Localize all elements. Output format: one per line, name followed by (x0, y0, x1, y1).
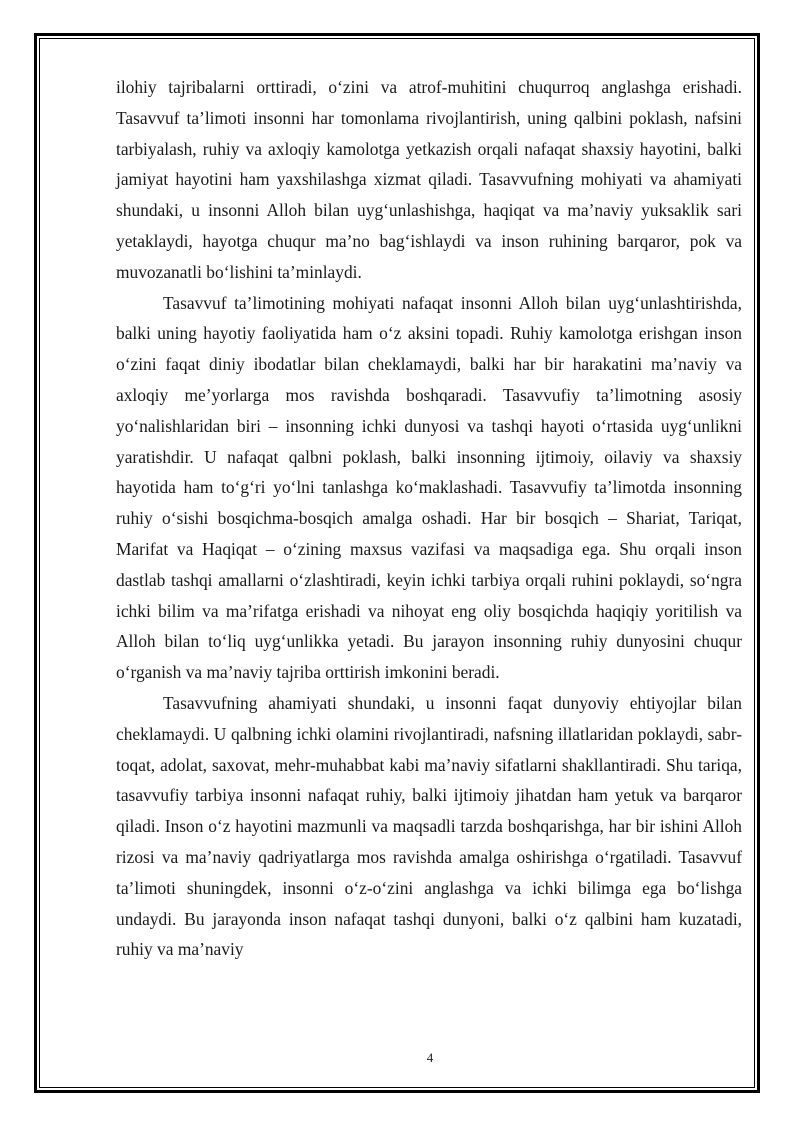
paragraph-2: Tasavvuf ta’limotining mohiyati nafaqat insonni Alloh bilan uyg‘unlashtirishda, balki uning hayotiy faoliyatida ham o‘z aksini topadi. Ruhiy kamolotga erishgan inson o‘zini faqat diniy ibodatlar bilan cheklamaydi, balki har bir harakatini ma’naviy va axloqiy me’yorlarga mos ravishda boshqaradi. Tasavvufiy ta’limotning asosiy yo‘nalishlaridan biri – insonning ichki dunyosi va tashqi hayoti o‘rtasida uyg‘unlikni yaratishdir. U nafaqat qalbni poklash, balki insonning ijtimoiy, oilaviy va shaxsiy hayotida ham to‘g‘ri yo‘lni tanlashga ko‘maklashadi. Tasavvufiy ta’limotda insonning ruhiy o‘sishi bosqichma-bosqich amalga oshadi. Har bir bosqich – Shariat, Tariqat, Marifat va Haqiqat – o‘zining maxsus vazifasi va maqsadiga ega. Shu orqali inson dastlab tashqi amallarni o‘zlashtiradi, keyin ichki tarbiya orqali ruhini poklaydi, so‘ngra ichki bilim va ma’rifatga erishadi va nihoyat eng oliy bosqichda haqiqiy yoritilish va Alloh bilan to‘liq uyg‘unlikka yetadi. Bu jarayon insonning ruhiy dunyosini chuqur o‘rganish va ma’naviy tajriba orttirish imkonini beradi. (116, 292, 742, 683)
page-number: 4 (426, 1050, 434, 1065)
paragraph-1: ilohiy tajribalarni orttiradi, o‘zini va atrof-muhitini chuqurroq anglashga erishadi. Tasavvuf ta’limoti insonni har tomonlama rivojlantirish, uning qalbini poklash, nafsini tarbiyalash, ruhiy va axloqiy kamolotga yetkazish orqali nafaqat shaxsiy hayotini, balki jamiyat hayotini ham yaxshilashga xizmat qiladi. Tasavvufning mohiyati va ahamiyati shundaki, u insonni Alloh bilan uyg‘unlashishga, haqiqat va ma’naviy yuksaklik sari yetaklaydi, hayotga chuqur ma’no bag‘ishlaydi va inson ruhining barqaror, pok va muvozanatli bo‘lishini ta’minlaydi. (116, 77, 742, 282)
paragraph-3: Tasavvufning ahamiyati shundaki, u insonni faqat dunyoviy ehtiyojlar bilan cheklamaydi. U qalbning ichki olamini rivojlantiradi, nafsning illatlaridan poklaydi, sabr-toqat, adolat, saxovat, mehr-muhabbat kabi ma’naviy sifatlarni shakllantiradi. Shu tariqa, tasavvufiy tarbiya insonni nafaqat ruhiy, balki ijtimoiy jihatdan ham yetuk va barqaror qiladi. Inson o‘z hayotini mazmunli va maqsadli tarzda boshqarishga, har bir ishini Alloh rizosi va ma’naviy qadriyatlarga mos ravishda amalga oshirishga o‘rgatiladi. Tasavvuf ta’limoti shuningdek, insonni o‘z-o‘zini anglashga va ichki bilimga ega bo‘lishga undaydi. Bu jarayonda inson nafaqat tashqi dunyoni, balki o‘z qalbini ham kuzatadi, ruhiy va ma’naviy (116, 692, 742, 960)
body-text (116, 72, 742, 965)
